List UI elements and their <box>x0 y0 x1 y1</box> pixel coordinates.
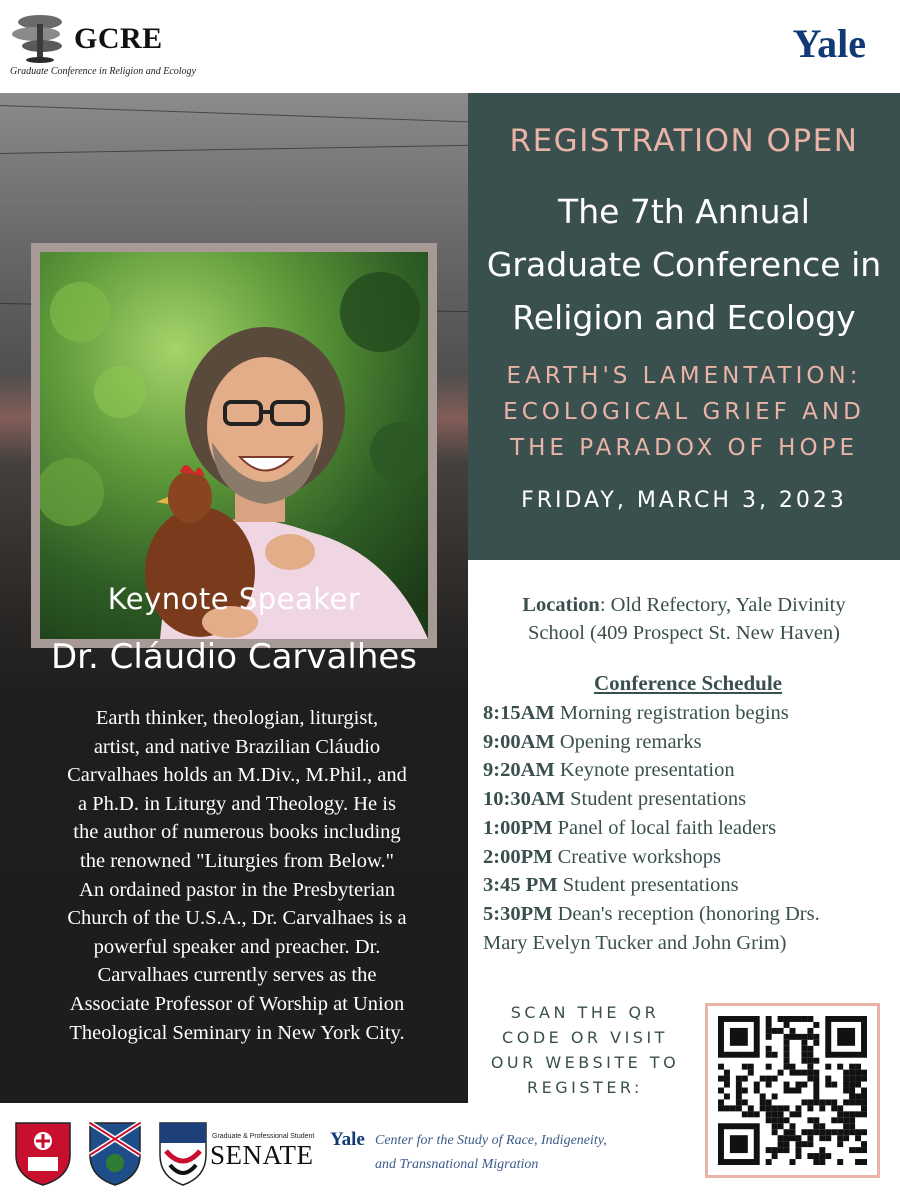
bio-line: Carvalhaes currently serves as the <box>97 964 377 987</box>
register-line: REGISTER: <box>527 1078 643 1097</box>
center-name-line1: Center for the Study of Race, Indigeneity, <box>375 1133 607 1148</box>
yale-wordmark: Yale <box>330 1129 365 1150</box>
schedule-event: Creative workshops <box>552 845 721 868</box>
qr-code-icon <box>718 1016 867 1165</box>
schedule-item <box>483 900 898 929</box>
location-line2: School (409 Prospect St. New Haven) <box>527 622 840 644</box>
location <box>478 591 890 647</box>
schedule-list <box>483 699 898 957</box>
schedule-time: 2:00PM <box>483 845 553 868</box>
header <box>0 0 900 93</box>
title-line: Religion and Ecology <box>512 298 856 337</box>
bio-line: Carvalhaes holds an M.Div., M.Phil., and <box>67 764 407 787</box>
schedule-event: Student presentations <box>557 874 739 897</box>
schedule-item <box>483 728 898 757</box>
gcre-logo <box>10 12 196 82</box>
senate-subtitle: Graduate & Professional Student <box>212 1133 315 1140</box>
register-line: SCAN THE QR <box>510 1003 660 1022</box>
bio-line: a Ph.D. in Liturgy and Theology. He is <box>78 792 396 815</box>
org-full-name: Graduate Conference in Religion and Ecology <box>10 66 196 77</box>
power-line <box>0 105 468 122</box>
org-name: GCRE <box>74 22 163 55</box>
speaker-illustration <box>40 252 428 639</box>
schedule-time: 5:30PM <box>483 902 553 925</box>
title-line: The 7th Annual <box>558 192 810 231</box>
theme-line: THE PARADOX OF HOPE <box>510 435 858 461</box>
bio-line: Associate Professor of Worship at Union <box>69 992 405 1015</box>
bio-line: Earth thinker, theologian, liturgist, <box>95 707 379 729</box>
sponsor-logos <box>0 1103 700 1200</box>
schedule-event: Morning registration begins <box>554 702 789 724</box>
bio-line: the author of numerous books including <box>73 821 401 844</box>
event-banner <box>468 93 900 560</box>
schedule-event: Panel of local faith leaders <box>552 816 777 839</box>
senate-name: SENATE <box>210 1140 314 1170</box>
schedule-heading: Conference Schedule <box>593 671 782 695</box>
bio-line: artist, and native Brazilian Cláudio <box>93 735 381 758</box>
theme-line: EARTH'S LAMENTATION: <box>506 363 862 389</box>
conference-theme <box>468 358 900 466</box>
senate-shield-icon <box>158 1121 208 1187</box>
keynote-label: Keynote Speaker <box>107 582 361 616</box>
schedule-event: Mary Evelyn Tucker and John Grim) <box>483 931 787 954</box>
event-date: FRIDAY, MARCH 3, 2023 <box>521 488 847 513</box>
schedule-item <box>483 843 898 872</box>
divinity-school-shield-icon <box>14 1121 72 1187</box>
registration-qr-code[interactable] <box>705 1003 880 1178</box>
schedule-item <box>483 814 898 843</box>
schedule-item <box>483 756 898 785</box>
bio-line: Theological Seminary in New York City. <box>69 1021 405 1044</box>
schedule-event: Opening remarks <box>554 730 702 753</box>
schedule-time: 8:15AM <box>483 702 555 724</box>
schedule-time: 9:20AM <box>483 759 555 782</box>
bio-line: Church of the U.S.A., Dr. Carvalhaes is a <box>67 907 407 930</box>
theme-line: ECOLOGICAL GRIEF AND <box>503 399 865 425</box>
schedule-item <box>483 929 898 958</box>
bio-line: the renowned "Liturgies from Below." <box>80 849 394 872</box>
title-line: Graduate Conference in <box>486 245 882 284</box>
schedule-event: Keynote presentation <box>554 759 735 782</box>
center-name-line2: and Transnational Migration <box>375 1157 539 1172</box>
schedule-time: 9:00AM <box>483 730 555 753</box>
schedule-item <box>483 699 898 728</box>
conference-title <box>468 185 900 344</box>
bio-line: powerful speaker and preacher. Dr. <box>93 935 381 958</box>
schedule-event: Student presentations <box>564 788 747 811</box>
schedule-item <box>483 785 898 814</box>
mushroom-icon <box>10 12 70 64</box>
register-instructions <box>480 1000 690 1100</box>
institute-shield-icon <box>88 1121 142 1187</box>
register-line: OUR WEBSITE TO <box>490 1053 680 1072</box>
yale-logo: Yale <box>792 21 866 66</box>
schedule-time: 3:45 PM <box>483 874 558 897</box>
speaker-bio <box>22 704 452 1047</box>
power-line <box>0 145 468 154</box>
schedule-time: 1:00PM <box>483 816 553 839</box>
speaker-name: Dr. Cláudio Carvalhes <box>51 637 417 677</box>
speaker-photo <box>40 252 428 639</box>
registration-status: REGISTRATION OPEN <box>509 123 859 159</box>
location-line1: : Old Refectory, Yale Divinity <box>599 594 846 616</box>
speaker-panel <box>0 93 468 1103</box>
location-label: Location <box>522 594 600 616</box>
schedule-time: 10:30AM <box>483 788 565 811</box>
bio-line: An ordained pastor in the Presbyterian <box>79 878 395 901</box>
register-line: CODE OR VISIT <box>502 1028 668 1047</box>
schedule-item <box>483 871 898 900</box>
schedule-event: Dean's reception (honoring Drs. <box>552 902 820 925</box>
